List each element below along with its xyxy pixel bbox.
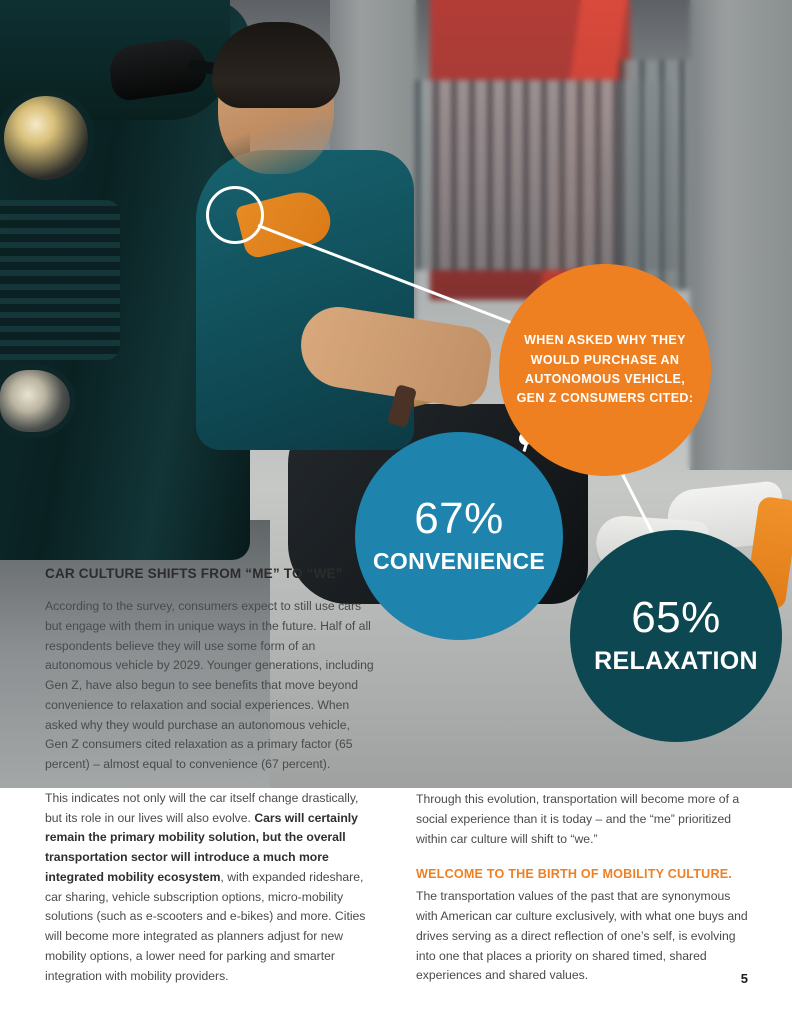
body-paragraph: The transportation values of the past that are synonymous with American car culture exclusively, with what one buys and drives serving as a direct reflection of one’s self, is evolving into one that places a priority on shared timed, shared experiences and shared values.: [416, 889, 748, 983]
car-headlight-icon: [4, 96, 88, 180]
page-number: 5: [740, 971, 748, 986]
relaxation-value: 65%: [631, 593, 721, 642]
paragraph-bold-text: Cars will certainly remain the primary mobility solution, but the overall transportation sector will introduce a much more integrated mobility ecosystem: [45, 810, 358, 884]
callout-question-circle: [499, 264, 711, 476]
relaxation-label: RELAXATION: [594, 647, 758, 675]
body-paragraph: Through this evolution, transportation will become more of a social experience than it is today – and the “me” prioritized within car culture will shift to “we.”: [416, 792, 740, 846]
body-paragraph: According to the survey, consumers expect to still use cars but engage with them in unique ways in the future. Half of all respondents believe they will use some form of an autonomous vehicle by 2029. Younger generations, including Gen Z, have also begun to see benefits that move beyond convenience to relaxation and social experiences. When asked why they would purchase an autonomous vehicle, Gen Z consumers cited relaxation as a primary factor (65 percent) – almost equal to convenience (67 percent).: [45, 599, 374, 772]
right-text-column: [416, 790, 751, 1000]
left-text-column: [45, 566, 375, 1001]
mobility-culture-heading: WELCOME TO THE BIRTH OF MOBILITY CULTURE.: [416, 867, 733, 882]
paragraph-text-part2: , with expanded rideshare, car sharing, vehicle subscription options, micro-mobility solutions (such as e-scooters and e-bikes) and more. Cities will become more integrated as planners adjust for new mobility options, a lower need for parking and smarter integration with mobility providers.: [45, 869, 366, 983]
callout-convenience-circle: [355, 432, 563, 640]
convenience-value: 67%: [414, 494, 504, 543]
callout-question-text: WHEN ASKED WHY THEY WOULD PURCHASE AN AUTONOMOUS VEHICLE, GEN Z CONSUMERS CITED:: [516, 333, 694, 406]
car-foglight-icon: [0, 370, 70, 432]
car-grille: [0, 200, 120, 360]
section-heading: CAR CULTURE SHIFTS FROM “ME” TO “WE”: [45, 566, 343, 581]
photo-marker-ring: [206, 186, 264, 244]
callout-relaxation-circle: [570, 530, 782, 742]
paragraph-text-part1: This indicates not only will the car itself change drastically, but its role in our lives will also evolve.: [45, 790, 359, 825]
convenience-label: CONVENIENCE: [373, 548, 545, 574]
body-paragraph-mixed: [45, 789, 375, 987]
